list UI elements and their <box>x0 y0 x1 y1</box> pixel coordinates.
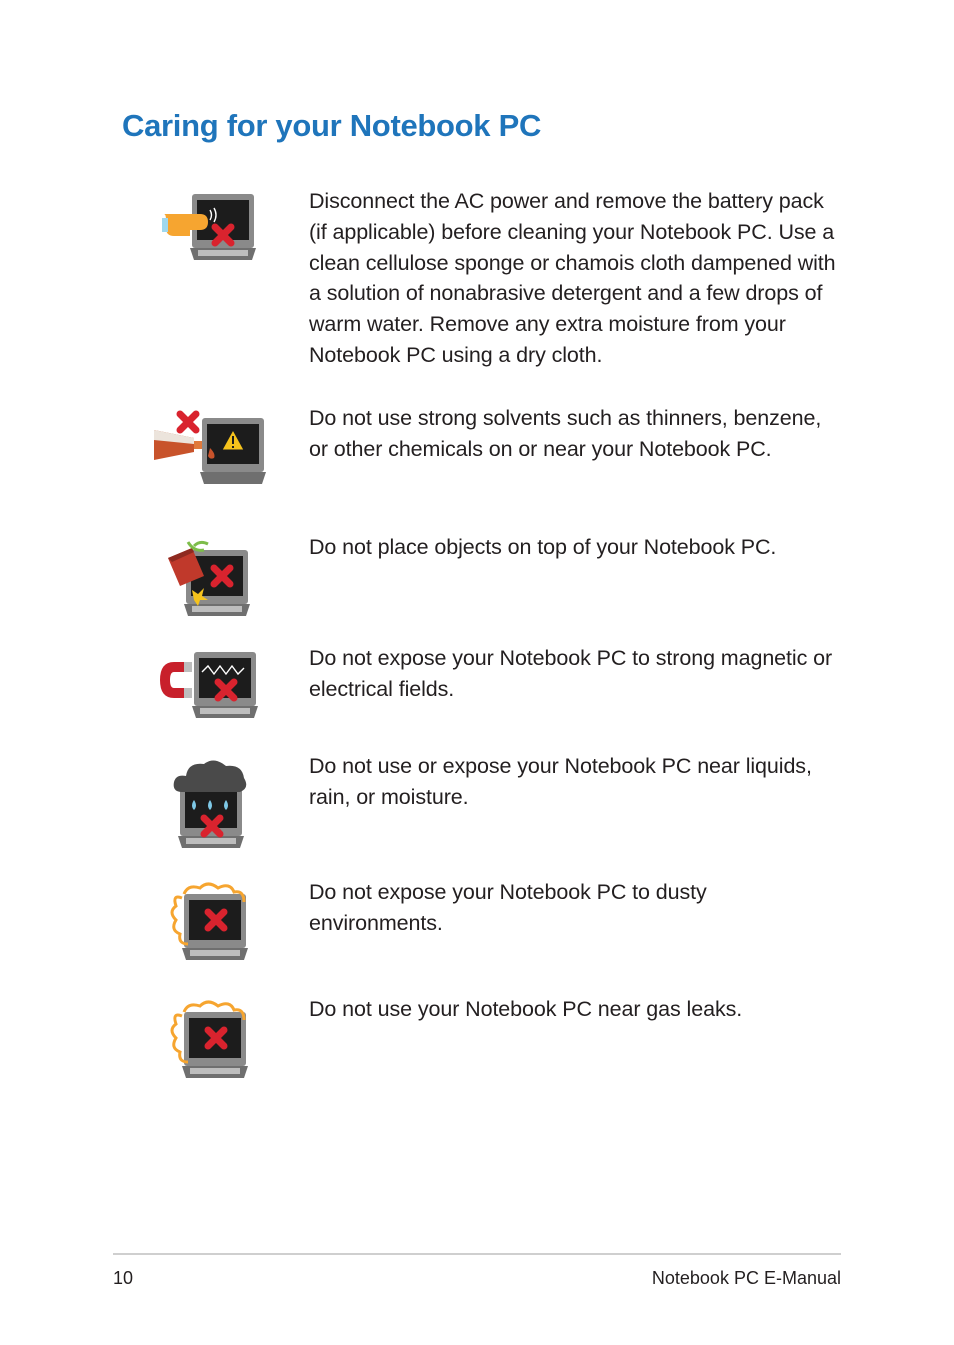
care-item-text: Do not use your Notebook PC near gas leaks. <box>309 997 743 1021</box>
care-item-text: Do not expose your Notebook PC to dusty environments. <box>309 880 707 935</box>
care-item-text: Do not use strong solvents such as thinners, benzene, or other chemicals on or near your Notebook PC. <box>309 406 822 461</box>
care-item-text: Do not place objects on top of your Notebook PC. <box>309 535 777 559</box>
care-item-text: Do not expose your Notebook PC to strong magnetic or electrical fields. <box>309 646 833 701</box>
care-item-text: Disconnect the AC power and remove the battery pack (if applicable) before cleaning your Notebook PC. Use a clean cellulose sponge or chamois cloth dampened with a solution of nonabrasive detergent and a few drops of warm water. Remove any extra moisture from your Notebook PC using a dry cloth. <box>309 189 836 367</box>
page-title: Caring for your Notebook PC <box>122 108 542 143</box>
manual-title: Notebook PC E-Manual <box>651 1268 841 1288</box>
rain-cloud-icon <box>170 756 250 852</box>
solvent-bottle-icon <box>150 408 268 488</box>
page-number: 10 <box>113 1268 134 1288</box>
cleaning-hand-icon <box>160 190 260 265</box>
magnet-icon <box>156 648 262 724</box>
dust-cloud-icon <box>168 880 252 966</box>
care-item-text: Do not use or expose your Notebook PC near liquids, rain, or moisture. <box>309 754 812 809</box>
footer-divider <box>113 1253 841 1255</box>
heavy-object-icon <box>164 538 256 620</box>
gas-leak-icon <box>168 998 252 1084</box>
